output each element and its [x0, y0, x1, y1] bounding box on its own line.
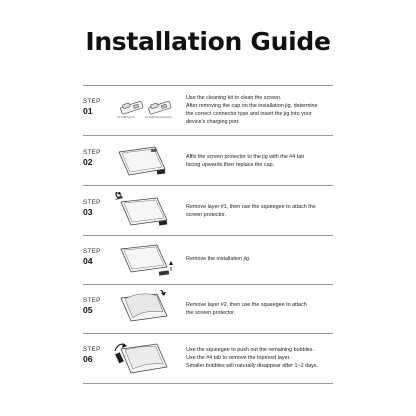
squeegee-bubbles-illustration [113, 339, 183, 388]
step-word: STEP [83, 346, 101, 353]
phone-remove-jig-icon [113, 241, 183, 281]
phone-with-jig-icon [113, 142, 183, 182]
step-number: 06 [83, 353, 93, 364]
step-04 [83, 241, 333, 290]
step-03 [83, 192, 333, 241]
description-line: Remove layer #2, then use the squeegee to attach [186, 302, 307, 308]
description-line: Use the squeegee to push out the remaining bubbles. [186, 347, 314, 353]
jig-label-usb-c: For USB Type-C [117, 116, 135, 119]
step-number: 05 [83, 304, 93, 315]
step-description [186, 346, 348, 370]
description-line: facing upwards then replace the cap. [186, 162, 275, 168]
description-line: the correct connector type and insert the jig into your [186, 111, 312, 117]
description-line: After removing the cap on the installation jig, determine [186, 103, 318, 109]
step-word: STEP [83, 248, 101, 255]
step-label [83, 99, 113, 116]
description-line: Use the #4 tab to remove the topmost layer. [186, 355, 291, 361]
step-number: 02 [83, 156, 93, 167]
step-01 [83, 94, 333, 143]
remove-layer-2-illustration [113, 290, 183, 339]
step-word: STEP [83, 98, 101, 105]
jig-connector-icon [113, 94, 183, 134]
step-05 [83, 290, 333, 339]
description-line: Smaller bubbles will naturally disappear after 1~2 days. [186, 363, 318, 369]
step-number: 03 [83, 206, 93, 217]
remove-jig-illustration [113, 241, 183, 290]
step-word: STEP [83, 199, 101, 206]
jig-label-lightning: For Lightning (Connector) [145, 116, 173, 119]
step-label [83, 200, 113, 217]
divider [83, 85, 333, 86]
description-line: the screen protector. [186, 310, 236, 316]
step-number: 01 [83, 105, 93, 116]
description-line: screen protector. [186, 212, 227, 218]
step-06 [83, 339, 333, 388]
step-label [83, 150, 113, 167]
step-label [83, 249, 113, 266]
remove-layer-1-illustration [113, 192, 183, 241]
step-description [186, 94, 348, 126]
step-description [186, 301, 348, 317]
jig-connector-illustration [113, 94, 183, 143]
step-word: STEP [83, 149, 101, 156]
step-description [186, 255, 348, 263]
phone-peel-layer-2-icon [113, 290, 183, 330]
step-description [186, 203, 348, 219]
page-title: Installation Guide [85, 27, 331, 56]
step-label [83, 347, 113, 364]
phone-jig-illustration [113, 142, 183, 191]
step-word: STEP [83, 297, 101, 304]
step-number: 04 [83, 255, 93, 266]
step-02 [83, 142, 333, 191]
step-description [186, 153, 348, 169]
phone-squeegee-icon [113, 339, 183, 381]
description-line: Remove layer #1, then use the squeegee to attach the [186, 204, 316, 210]
description-line: Affix the screen protector to the jig with the #4 tab [186, 154, 305, 160]
description-line: Remove the installation jig. [186, 256, 251, 262]
step-label [83, 298, 113, 315]
description-line: Use the cleaning kit to clean the screen. [186, 95, 282, 101]
phone-peel-layer-icon [113, 192, 183, 232]
description-line: device's charging port. [186, 119, 240, 125]
